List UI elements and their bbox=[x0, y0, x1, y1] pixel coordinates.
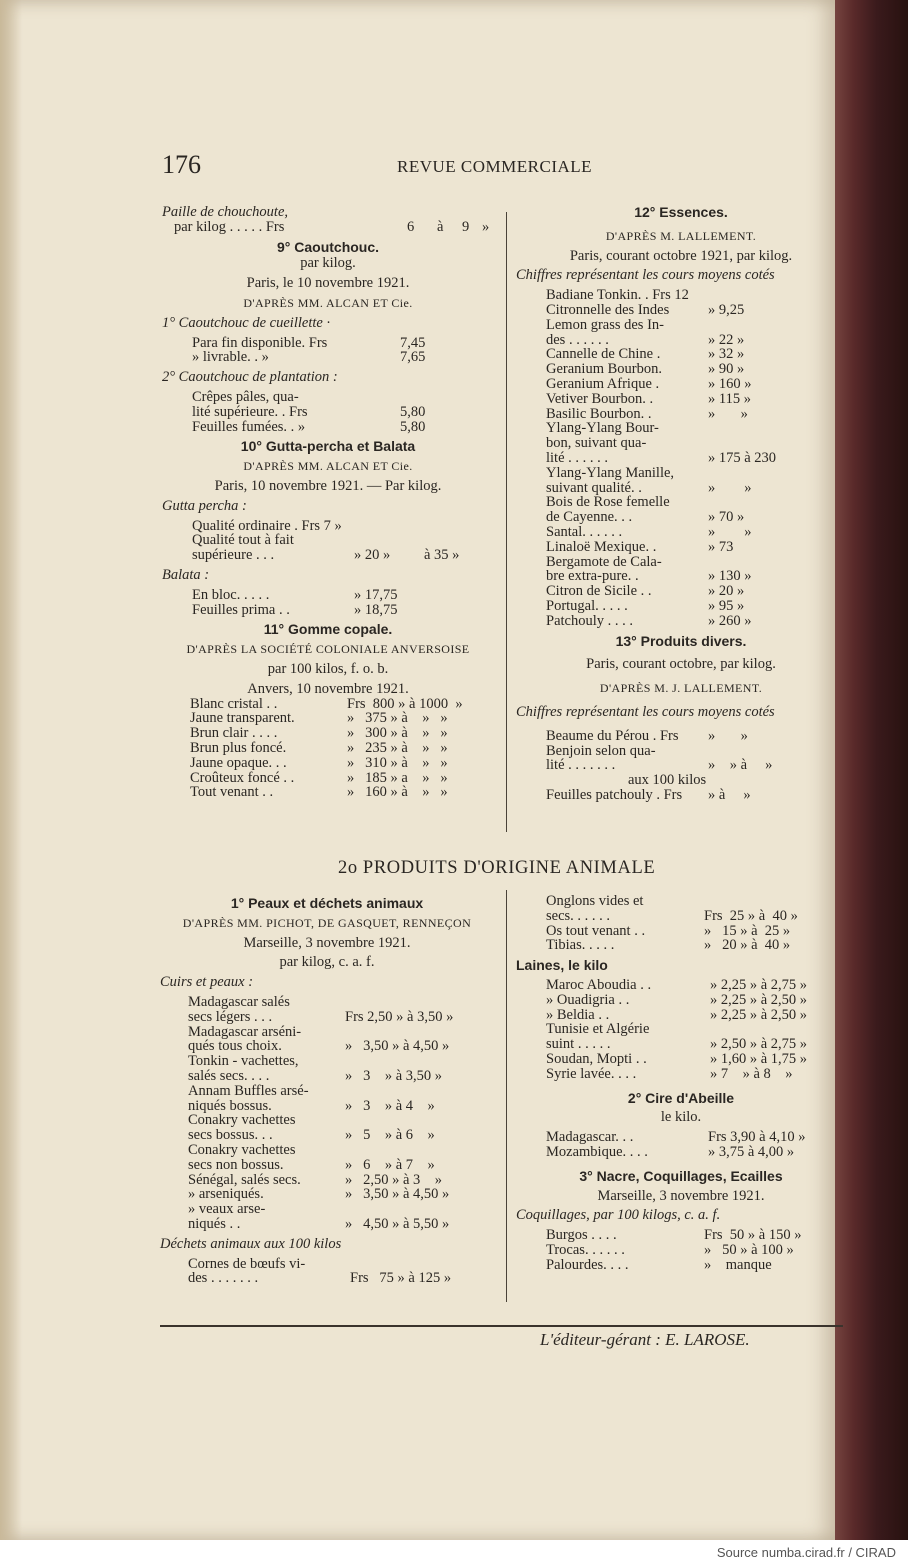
gomme-title: 11° Gomme copale. bbox=[263, 621, 393, 638]
gutta-row-label: Qualité ordinaire . Frs 7 » bbox=[192, 517, 342, 534]
divers-row bbox=[516, 773, 846, 788]
ess-row-value: » 20 » bbox=[708, 583, 745, 600]
ess-row-label: Geranium Bourbon. bbox=[546, 361, 662, 378]
plant-row-label: Crêpes pâles, qua- bbox=[192, 388, 299, 405]
cuirs-row bbox=[160, 1202, 494, 1217]
cire-unit: le kilo. bbox=[660, 1109, 702, 1126]
cuirs-row-label: Annam Buffles arsé- bbox=[188, 1082, 309, 1099]
nacre-row-value: » 50 » à 100 » bbox=[704, 1241, 794, 1258]
divers-row-label: Feuilles patchouly . Frs bbox=[546, 786, 683, 803]
essences-list bbox=[516, 288, 846, 628]
cuirs-row-label: Conakry vachettes bbox=[188, 1141, 296, 1158]
gomme-row-label: Blanc cristal . . bbox=[190, 695, 278, 712]
ess-row-value: » » bbox=[708, 523, 752, 540]
nacre-unit: Coquillages, par 100 kilogs, c. a. f. bbox=[516, 1207, 721, 1224]
gomme-row-value: Frs 800 » à 1000 » bbox=[347, 695, 463, 712]
ess-row-label: des . . . . . . bbox=[546, 331, 609, 348]
gomme-row bbox=[162, 726, 494, 741]
plant-row bbox=[162, 420, 494, 435]
produits-divers-source: D'APRÈS M. J. LALLEMENT. bbox=[599, 681, 763, 696]
ess-row bbox=[516, 421, 846, 436]
onglons-row-label: Os tout venant . . bbox=[546, 922, 646, 939]
cuirs-row bbox=[160, 1099, 494, 1114]
cuirs-row-label: niqués bossus. bbox=[188, 1097, 272, 1114]
caoutchouc-title: 9° Caoutchouc. bbox=[276, 238, 380, 255]
onglons-row bbox=[516, 938, 846, 953]
cueil-row bbox=[162, 350, 494, 365]
plant-row bbox=[162, 405, 494, 420]
onglons-row bbox=[516, 909, 846, 924]
ess-row bbox=[516, 347, 846, 362]
ess-row-label: bon, suivant qua- bbox=[546, 435, 647, 452]
ess-row bbox=[516, 451, 846, 466]
cueil-row bbox=[162, 336, 494, 351]
gomme-unit: par 100 kilos, f. o. b. bbox=[267, 660, 389, 677]
ess-row bbox=[516, 466, 846, 481]
nacre-row-value: » manque bbox=[704, 1256, 772, 1273]
cuirs-row bbox=[160, 1025, 494, 1040]
laines-row-value: » 2,25 » à 2,50 » bbox=[710, 991, 808, 1008]
ess-row-value: » 115 » bbox=[708, 390, 751, 407]
paille-line-2 bbox=[162, 220, 494, 235]
paille-v3: 9 bbox=[462, 218, 470, 235]
cuirs-row bbox=[160, 1113, 494, 1128]
ess-row-label: Patchouly . . . . bbox=[546, 612, 633, 629]
gutta-title: 10° Gutta-percha et Balata bbox=[240, 438, 416, 455]
caoutchouc-unit: par kilog. bbox=[300, 255, 356, 272]
divers-row-label: aux 100 kilos bbox=[628, 772, 707, 789]
gomme-row-label: Jaune transparent. bbox=[190, 710, 295, 727]
ess-row-value: » 175 à 230 bbox=[708, 449, 777, 466]
dechets-row-label: des . . . . . . . bbox=[188, 1270, 259, 1287]
ess-row-label: Citronnelle des Indes bbox=[546, 301, 670, 318]
ess-row-value: » » bbox=[708, 405, 748, 422]
plantation-heading: 2° Caoutchouc de plantation : bbox=[162, 369, 338, 386]
divers-row-label: Benjoin selon qua- bbox=[546, 742, 656, 759]
caoutchouc-date: Paris, le 10 novembre 1921. bbox=[246, 275, 410, 292]
editor-signature: L'éditeur-gérant : E. LAROSE. bbox=[540, 1330, 750, 1349]
gomme-row bbox=[162, 711, 494, 726]
divers-row-label: lité . . . . . . . bbox=[546, 757, 616, 774]
ess-row bbox=[516, 377, 846, 392]
gomme-row-value: » 160 » à » » bbox=[347, 784, 448, 801]
cuirs-row bbox=[160, 995, 494, 1010]
cueil-row-label: Para fin disponible. Frs bbox=[192, 334, 328, 351]
peaux-unit: par kilog, c. a. f. bbox=[279, 954, 375, 971]
gomme-row bbox=[162, 697, 494, 712]
cuirs-row bbox=[160, 1187, 494, 1202]
ess-row-value: » 70 » bbox=[708, 509, 745, 526]
laines-row bbox=[516, 1067, 846, 1082]
nacre-row bbox=[516, 1243, 846, 1258]
plant-row bbox=[162, 390, 494, 405]
cuirs-row-label: salés secs. . . . bbox=[188, 1067, 270, 1084]
ess-row bbox=[516, 436, 846, 451]
dechets-list bbox=[160, 1257, 494, 1287]
cuirs-row bbox=[160, 1128, 494, 1143]
cuirs-row bbox=[160, 1217, 494, 1232]
onglons-row-label: Onglons vides et bbox=[546, 893, 644, 909]
ess-row bbox=[516, 495, 846, 510]
cuirs-row-value: » 5 » à 6 » bbox=[345, 1127, 435, 1144]
column-top-right bbox=[516, 205, 846, 803]
cuirs-row bbox=[160, 1084, 494, 1099]
cuirs-row-label: secs légers . . . bbox=[188, 1008, 273, 1025]
cueillette-list bbox=[162, 336, 494, 366]
gomme-row-label: Brun plus foncé. bbox=[190, 739, 287, 756]
ess-row-label: Basilic Bourbon. . bbox=[546, 405, 652, 422]
peaux-source: D'APRÈS MM. PICHOT, DE GASQUET, RENNEÇON bbox=[182, 915, 472, 930]
divers-row bbox=[516, 788, 846, 803]
divers-row-value: » » bbox=[708, 727, 748, 744]
cuirs-row-label: secs non bossus. bbox=[188, 1156, 284, 1173]
cuirs-row-label: » arseniqués. bbox=[188, 1186, 264, 1203]
ess-row-label: Ylang-Ylang Manille, bbox=[546, 464, 675, 481]
gomme-date: Anvers, 10 novembre 1921. bbox=[247, 680, 409, 697]
ess-row bbox=[516, 584, 846, 599]
cueil-row-label: » livrable. . » bbox=[192, 349, 269, 366]
bottom-rule bbox=[160, 1325, 843, 1327]
ess-row bbox=[516, 569, 846, 584]
laines-row bbox=[516, 1022, 846, 1037]
peaux-date: Marseille, 3 novembre 1921. bbox=[243, 934, 411, 951]
ess-row bbox=[516, 318, 846, 333]
laines-row bbox=[516, 993, 846, 1008]
laines-row-label: Syrie lavée. . . . bbox=[546, 1065, 637, 1082]
onglons-list bbox=[516, 894, 846, 953]
gomme-list bbox=[162, 697, 494, 801]
cuirs-row-value: » 2,50 » à 3 » bbox=[345, 1171, 443, 1188]
ess-row-label: Vetiver Bourbon. . bbox=[546, 390, 654, 407]
laines-row-label: Maroc Aboudia . . bbox=[546, 976, 652, 993]
ess-row-label: Santal. . . . . . bbox=[546, 523, 623, 540]
ess-row bbox=[516, 392, 846, 407]
gomme-row-value: » 185 » a » » bbox=[347, 769, 448, 786]
ess-row-label: Ylang-Ylang Bour- bbox=[546, 420, 659, 437]
balata-row-value: » 18,75 bbox=[354, 601, 398, 618]
divers-row bbox=[516, 744, 846, 759]
onglons-row-value: » 15 » à 25 » bbox=[704, 922, 791, 939]
cuirs-row bbox=[160, 1054, 494, 1069]
gomme-row-value: » 300 » à » » bbox=[347, 725, 448, 742]
cire-title: 2° Cire d'Abeille bbox=[627, 1089, 735, 1106]
ess-row-label: Badiane Tonkin. . Frs 12 bbox=[546, 287, 689, 304]
ess-row-value: » 160 » bbox=[708, 375, 752, 392]
essences-title: 12° Essences. bbox=[634, 204, 728, 220]
cuirs-row-label: Tonkin - vachettes, bbox=[188, 1053, 299, 1070]
ess-row bbox=[516, 510, 846, 525]
cuirs-row-label: Sénégal, salés secs. bbox=[188, 1171, 301, 1188]
ess-row-value: » 260 » bbox=[708, 612, 752, 629]
balata-row-label: En bloc. . . . . bbox=[192, 586, 270, 603]
ess-row-value: » 90 » bbox=[708, 361, 745, 378]
laines-row-label: Tunisie et Algérie bbox=[546, 1021, 650, 1038]
column-divider-bottom bbox=[506, 890, 507, 1302]
ess-row-value: » 22 » bbox=[708, 331, 745, 348]
plant-row-label: Feuilles fumées. . » bbox=[192, 418, 306, 435]
cuirs-heading: Cuirs et peaux : bbox=[160, 974, 254, 991]
dechets-row-value: Frs 75 » à 125 » bbox=[350, 1270, 452, 1287]
nacre-row bbox=[516, 1228, 846, 1243]
ess-row-value: » 130 » bbox=[708, 568, 752, 585]
cire-row-label: Madagascar. . . bbox=[546, 1129, 634, 1146]
caoutchouc-source: D'APRÈS MM. ALCAN ET Cie. bbox=[243, 295, 413, 310]
dechets-heading: Déchets animaux aux 100 kilos bbox=[160, 1235, 342, 1252]
balata-row-value: » 17,75 bbox=[354, 586, 398, 603]
divers-row bbox=[516, 758, 846, 773]
cuirs-row-value: » 3 » à 3,50 » bbox=[345, 1067, 443, 1084]
cire-list bbox=[516, 1130, 846, 1160]
cuirs-row-value: » 3,50 » à 4,50 » bbox=[345, 1186, 450, 1203]
onglons-row bbox=[516, 894, 846, 909]
divers-row-value: » à » bbox=[708, 786, 751, 803]
plant-row-label: lité supérieure. . Frs bbox=[192, 403, 308, 420]
produits-divers-note: Chiffres représentant les cours moyens cotés bbox=[516, 703, 775, 720]
gomme-row-value: » 310 » à » » bbox=[347, 754, 448, 771]
dechets-row-label: Cornes de bœufs vi- bbox=[188, 1255, 306, 1272]
dechets-row bbox=[160, 1271, 494, 1286]
cuirs-row bbox=[160, 1173, 494, 1188]
divers-row-label: Beaume du Pérou . Frs bbox=[546, 727, 679, 744]
laines-list bbox=[516, 978, 846, 1082]
cuirs-row-label: Madagascar salés bbox=[188, 993, 290, 1010]
plantation-list bbox=[162, 390, 494, 434]
ess-row bbox=[516, 481, 846, 496]
gutta-heading: Gutta percha : bbox=[162, 497, 247, 514]
produits-divers-list bbox=[516, 729, 846, 803]
ess-row-value: » 73 bbox=[708, 538, 734, 555]
cuirs-row-label: Madagascar arséni- bbox=[188, 1023, 302, 1040]
cire-row-label: Mozambique. . . . bbox=[546, 1143, 648, 1160]
ess-row bbox=[516, 540, 846, 555]
cire-row-value: » 3,75 à 4,00 » bbox=[708, 1143, 795, 1160]
ess-row-label: Lemon grass des In- bbox=[546, 316, 664, 333]
ess-row-label: Geranium Afrique . bbox=[546, 375, 660, 392]
gutta-row bbox=[162, 548, 494, 563]
gomme-row bbox=[162, 756, 494, 771]
cuirs-row-label: Conakry vachettes bbox=[188, 1112, 296, 1129]
divers-row bbox=[516, 729, 846, 744]
gutta-row-value-2: à 35 » bbox=[424, 547, 460, 564]
gutta-row-label: supérieure . . . bbox=[192, 547, 275, 564]
ess-row-value: » » bbox=[708, 479, 752, 496]
paille-line-1: Paille de chouchoute, bbox=[162, 204, 289, 220]
ess-row bbox=[516, 525, 846, 540]
laines-row-value: » 7 » à 8 » bbox=[710, 1065, 793, 1082]
onglons-row-value: Frs 25 » à 40 » bbox=[704, 907, 798, 924]
ess-row bbox=[516, 614, 846, 629]
nacre-date: Marseille, 3 novembre 1921. bbox=[597, 1187, 765, 1204]
produits-divers-date: Paris, courant octobre, par kilog. bbox=[586, 656, 776, 673]
divers-row-value: » » à » bbox=[708, 757, 773, 774]
cire-row-value: Frs 3,90 à 4,10 » bbox=[708, 1129, 806, 1146]
gomme-row-label: Brun clair . . . . bbox=[190, 725, 278, 742]
paille-label: par kilog . . . . . Frs bbox=[174, 218, 285, 235]
gomme-row-value: » 375 » à » » bbox=[347, 710, 448, 727]
nacre-row-label: Trocas. . . . . . bbox=[546, 1241, 625, 1258]
ess-row bbox=[516, 362, 846, 377]
ess-row-value: » 9,25 bbox=[708, 301, 745, 318]
gomme-row-value: » 235 » à » » bbox=[347, 739, 448, 756]
gomme-row-label: Croûteux foncé . . bbox=[190, 769, 295, 786]
cuirs-row-value: » 6 » à 7 » bbox=[345, 1156, 435, 1173]
cuirs-row bbox=[160, 1143, 494, 1158]
laines-row-value: » 2,25 » à 2,50 » bbox=[710, 1006, 808, 1023]
balata-row-label: Feuilles prima . . bbox=[192, 601, 290, 618]
running-title: REVUE COMMERCIALE bbox=[397, 157, 593, 176]
ess-row bbox=[516, 599, 846, 614]
gutta-list bbox=[162, 519, 494, 563]
laines-row-value: » 1,60 » à 1,75 » bbox=[710, 1050, 808, 1067]
source-credit: Source numba.cirad.fr / CIRAD bbox=[716, 1545, 896, 1560]
peaux-title: 1° Peaux et déchets animaux bbox=[230, 895, 424, 911]
paille-v1: 6 bbox=[407, 218, 415, 235]
nacre-row-value: Frs 50 » à 150 » bbox=[704, 1227, 802, 1244]
cuirs-row bbox=[160, 1039, 494, 1054]
cuirs-row-value: Frs 2,50 » à 3,50 » bbox=[345, 1008, 454, 1025]
ess-row-label: bre extra-pure. . bbox=[546, 568, 639, 585]
gomme-row bbox=[162, 741, 494, 756]
cire-row bbox=[516, 1130, 846, 1145]
gutta-date: Paris, 10 novembre 1921. — Par kilog. bbox=[214, 477, 442, 494]
gutta-row bbox=[162, 533, 494, 548]
ess-row-label: de Cayenne. . . bbox=[546, 509, 633, 526]
gutta-source: D'APRÈS MM. ALCAN ET Cie. bbox=[243, 459, 413, 474]
laines-row-value: » 2,25 » à 2,75 » bbox=[710, 976, 808, 993]
laines-row bbox=[516, 1037, 846, 1052]
gomme-source: D'APRÈS LA SOCIÉTÉ COLONIALE ANVERSOISE bbox=[186, 642, 470, 657]
essences-note: Chiffres représentant les cours moyens cotés bbox=[516, 267, 775, 284]
onglons-row bbox=[516, 924, 846, 939]
ess-row-label: Linaloë Mexique. . bbox=[546, 538, 657, 555]
cueillette-heading: 1° Caoutchouc de cueillette · bbox=[162, 314, 331, 331]
balata-list bbox=[162, 588, 494, 618]
cuirs-row-label: niqués . . bbox=[188, 1215, 241, 1232]
ess-row-value: » 95 » bbox=[708, 597, 745, 614]
gutta-row-label: Qualité tout à fait bbox=[192, 532, 294, 549]
cuirs-row bbox=[160, 1010, 494, 1025]
ess-row-label: lité . . . . . . bbox=[546, 449, 609, 466]
ess-row bbox=[516, 555, 846, 570]
gomme-row-label: Tout venant . . bbox=[190, 784, 274, 801]
gomme-row-label: Jaune opaque. . . bbox=[190, 754, 287, 771]
produits-divers-title: 13° Produits divers. bbox=[615, 632, 747, 649]
plant-row-value: 5,80 bbox=[400, 403, 426, 420]
essences-source: D'APRÈS M. LALLEMENT. bbox=[605, 228, 757, 243]
section-title-animal: 2o PRODUITS D'ORIGINE ANIMALE bbox=[338, 858, 656, 878]
column-top-left bbox=[162, 205, 494, 800]
ess-row-label: Bergamote de Cala- bbox=[546, 553, 662, 570]
balata-row bbox=[162, 603, 494, 618]
nacre-row bbox=[516, 1258, 846, 1273]
gomme-row bbox=[162, 785, 494, 800]
cuirs-row bbox=[160, 1158, 494, 1173]
onglons-row-label: secs. . . . . . bbox=[546, 907, 611, 924]
cuirs-row-value: » 4,50 » à 5,50 » bbox=[345, 1215, 450, 1232]
ess-row bbox=[516, 303, 846, 318]
ess-row-label: Citron de Sicile . . bbox=[546, 583, 652, 600]
laines-row-label: » Ouadigria . . bbox=[546, 991, 630, 1008]
laines-row-label: suint . . . . . bbox=[546, 1036, 611, 1053]
cuirs-row-label: secs bossus. . . bbox=[188, 1127, 273, 1144]
cuirs-row-label: qués tous choix. bbox=[188, 1038, 282, 1055]
onglons-row-value: » 20 » à 40 » bbox=[704, 937, 791, 954]
ess-row-label: suivant qualité. . bbox=[546, 479, 642, 496]
gutta-row-value: » 20 » bbox=[354, 547, 391, 564]
nacre-row-label: Burgos . . . . bbox=[546, 1227, 617, 1244]
ess-row bbox=[516, 407, 846, 422]
cuirs-row bbox=[160, 1069, 494, 1084]
dechets-row bbox=[160, 1257, 494, 1272]
cuirs-list bbox=[160, 995, 494, 1232]
nacre-title: 3° Nacre, Coquillages, Ecailles bbox=[579, 1167, 783, 1184]
balata-heading: Balata : bbox=[162, 566, 210, 583]
cire-row bbox=[516, 1145, 846, 1160]
ess-row bbox=[516, 333, 846, 348]
essences-date: Paris, courant octobre 1921, par kilog. bbox=[569, 247, 793, 264]
ess-row-label: Bois de Rose femelle bbox=[546, 494, 670, 511]
plant-row-value: 5,80 bbox=[400, 418, 426, 435]
gutta-row bbox=[162, 519, 494, 534]
paille-v2: à bbox=[437, 218, 444, 235]
ess-row-label: Portugal. . . . . bbox=[546, 597, 628, 614]
nacre-row-label: Palourdes. . . . bbox=[546, 1256, 629, 1273]
cueil-row-value: 7,45 bbox=[400, 334, 426, 351]
laines-row-label: Soudan, Mopti . . bbox=[546, 1050, 647, 1067]
cuirs-row-value: » 3,50 » à 4,50 » bbox=[345, 1038, 450, 1055]
gomme-row bbox=[162, 771, 494, 786]
column-bottom-left bbox=[160, 896, 494, 1286]
nacre-list bbox=[516, 1228, 846, 1272]
ess-row-label: Cannelle de Chine . bbox=[546, 346, 661, 363]
cuirs-row-value: » 3 » à 4 » bbox=[345, 1097, 435, 1114]
cuirs-row-label: » veaux arse- bbox=[188, 1201, 266, 1218]
page-number: 176 bbox=[162, 150, 201, 179]
laines-row bbox=[516, 1008, 846, 1023]
laines-row-label: » Beldia . . bbox=[546, 1006, 610, 1023]
laines-row bbox=[516, 1052, 846, 1067]
ess-row-value: » 32 » bbox=[708, 346, 745, 363]
cueil-row-value: 7,65 bbox=[400, 349, 426, 366]
laines-row-value: » 2,50 » à 2,75 » bbox=[710, 1036, 808, 1053]
onglons-row-label: Tibias. . . . . bbox=[546, 937, 615, 954]
laines-heading: Laines, le kilo bbox=[516, 957, 608, 974]
balata-row bbox=[162, 588, 494, 603]
paille-v4: » bbox=[482, 218, 490, 235]
ess-row bbox=[516, 288, 846, 303]
laines-row bbox=[516, 978, 846, 993]
column-bottom-right bbox=[516, 894, 846, 1273]
column-divider-top bbox=[506, 212, 507, 832]
